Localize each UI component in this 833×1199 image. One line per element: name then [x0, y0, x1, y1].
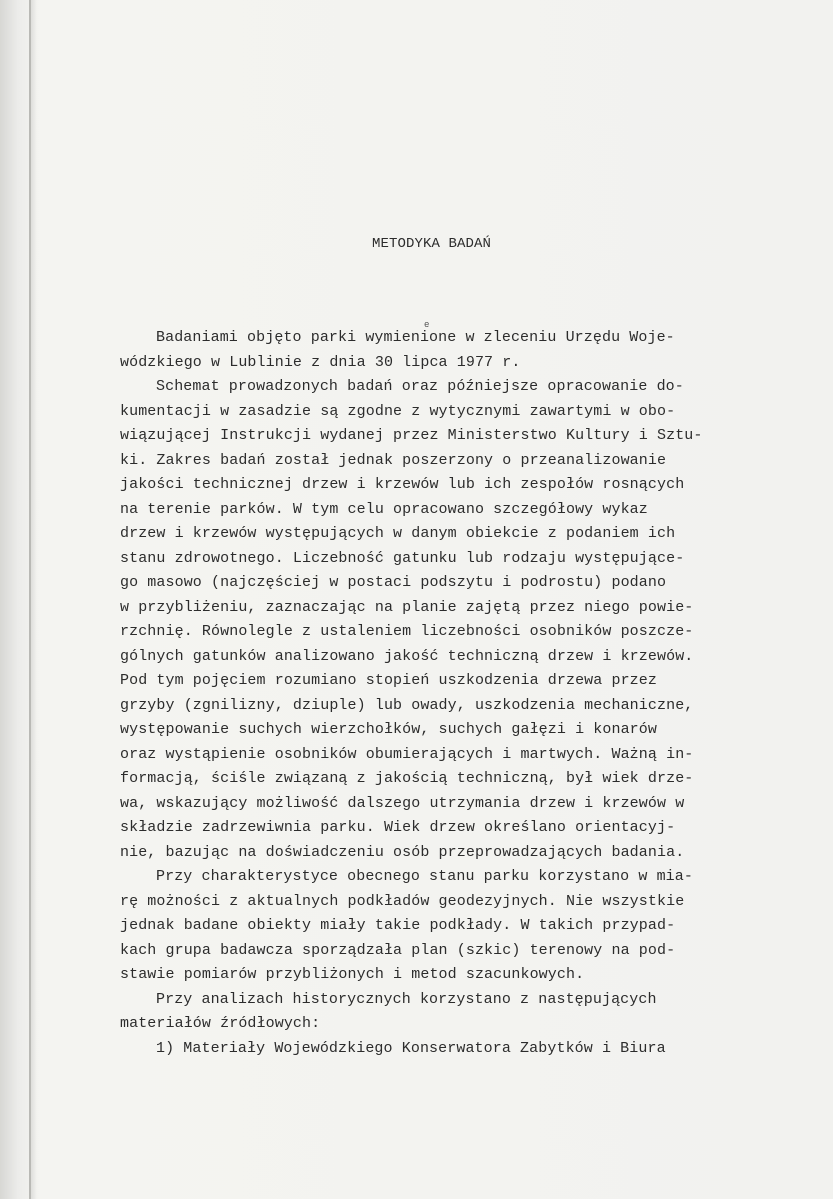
- section-heading: METODYKA BADAŃ: [371, 236, 492, 252]
- text-line: na terenie parków. W tym celu opracowano szczegółowy wykaz: [120, 500, 648, 518]
- text-line: składzie zadrzewiwnia parku. Wiek drzew określano orientacyj-: [120, 819, 676, 836]
- text-line: grzyby (zgnilizny, dziuple) lub owady, uszkodzenia mechaniczne,: [120, 696, 694, 714]
- text-line: formacją, ściśle związaną z jakością techniczną, był wiek drze-: [120, 770, 694, 787]
- text-line: 1) Materiały Wojewódzkiego Konserwatora Zabytków i Biura: [156, 1039, 666, 1057]
- text-line: kumentacji w zasadzie są zgodne z wytycznymi zawartymi w obo-: [120, 402, 676, 420]
- text-line: w przybliżeniu, zaznaczając na planie zajętą przez niego powie-: [120, 598, 694, 616]
- text-line: jednak badane obiekty miały takie podkłady. W takich przypad-: [120, 917, 676, 934]
- body-text: [120, 326, 770, 1061]
- text-line: kach grupa badawcza sporządzała plan (szkic) terenowy na pod-: [120, 941, 676, 959]
- text-line: go masowo (najczęściej w postaci podszytu i podrostu) podano: [120, 574, 667, 591]
- text-line: Schemat prowadzonych badań oraz późniejsze opracowanie do-: [156, 378, 684, 395]
- text-line: nie, bazując na doświadczeniu osób przeprowadzających badania.: [120, 843, 685, 861]
- text-line: wódzkiego w Lublinie z dnia 30 lipca 1977 r.: [120, 353, 521, 371]
- text-line: wa, wskazujący możliwość dalszego utrzymania drzew i krzewów w: [120, 794, 685, 812]
- text-line: rzchnię. Równolegle z ustaleniem liczebności osobników poszcze-: [120, 623, 694, 640]
- text-line: występowanie suchych wierzchołków, suchych gałęzi i konarów: [120, 721, 657, 738]
- text-line: wiązującej Instrukcji wydanej przez Ministerstwo Kultury i Sztu-: [120, 427, 703, 444]
- text-line: stanu zdrowotnego. Liczebność gatunku lub rodzaju występujące-: [120, 549, 685, 567]
- handwritten-mark: e: [424, 320, 430, 330]
- text-line: Przy charakterystyce obecnego stanu parku korzystano w mia-: [156, 868, 693, 885]
- text-line: Pod tym pojęciem rozumiano stopień uszkodzenia drzewa przez: [120, 672, 657, 689]
- text-line: drzew i krzewów występujących w danym obiekcie z podaniem ich: [120, 525, 676, 542]
- text-line: oraz wystąpienie osobników obumierających i martwych. Ważną in-: [120, 745, 694, 763]
- text-line: Przy analizach historycznych korzystano z następujących: [156, 990, 657, 1008]
- text-line: materiałów źródłowych:: [120, 1015, 321, 1032]
- text-line: Badaniami objęto parki wymienione w zleceniu Urzędu Woje-: [156, 329, 675, 346]
- text-line: ki. Zakres badań został jednak poszerzony o przeanalizowanie: [120, 451, 667, 469]
- binding-shadow: [31, 0, 37, 1199]
- text-line: gólnych gatunków analizowano jakość techniczną drzew i krzewów.: [120, 647, 694, 665]
- text-line: stawie pomiarów przybliżonych i metod szacunkowych.: [120, 966, 585, 983]
- text-line: jakości technicznej drzew i krzewów lub ich zespołów rosnących: [120, 476, 685, 493]
- text-line: rę możności z aktualnych podkładów geodezyjnych. Nie wszystkie: [120, 892, 685, 910]
